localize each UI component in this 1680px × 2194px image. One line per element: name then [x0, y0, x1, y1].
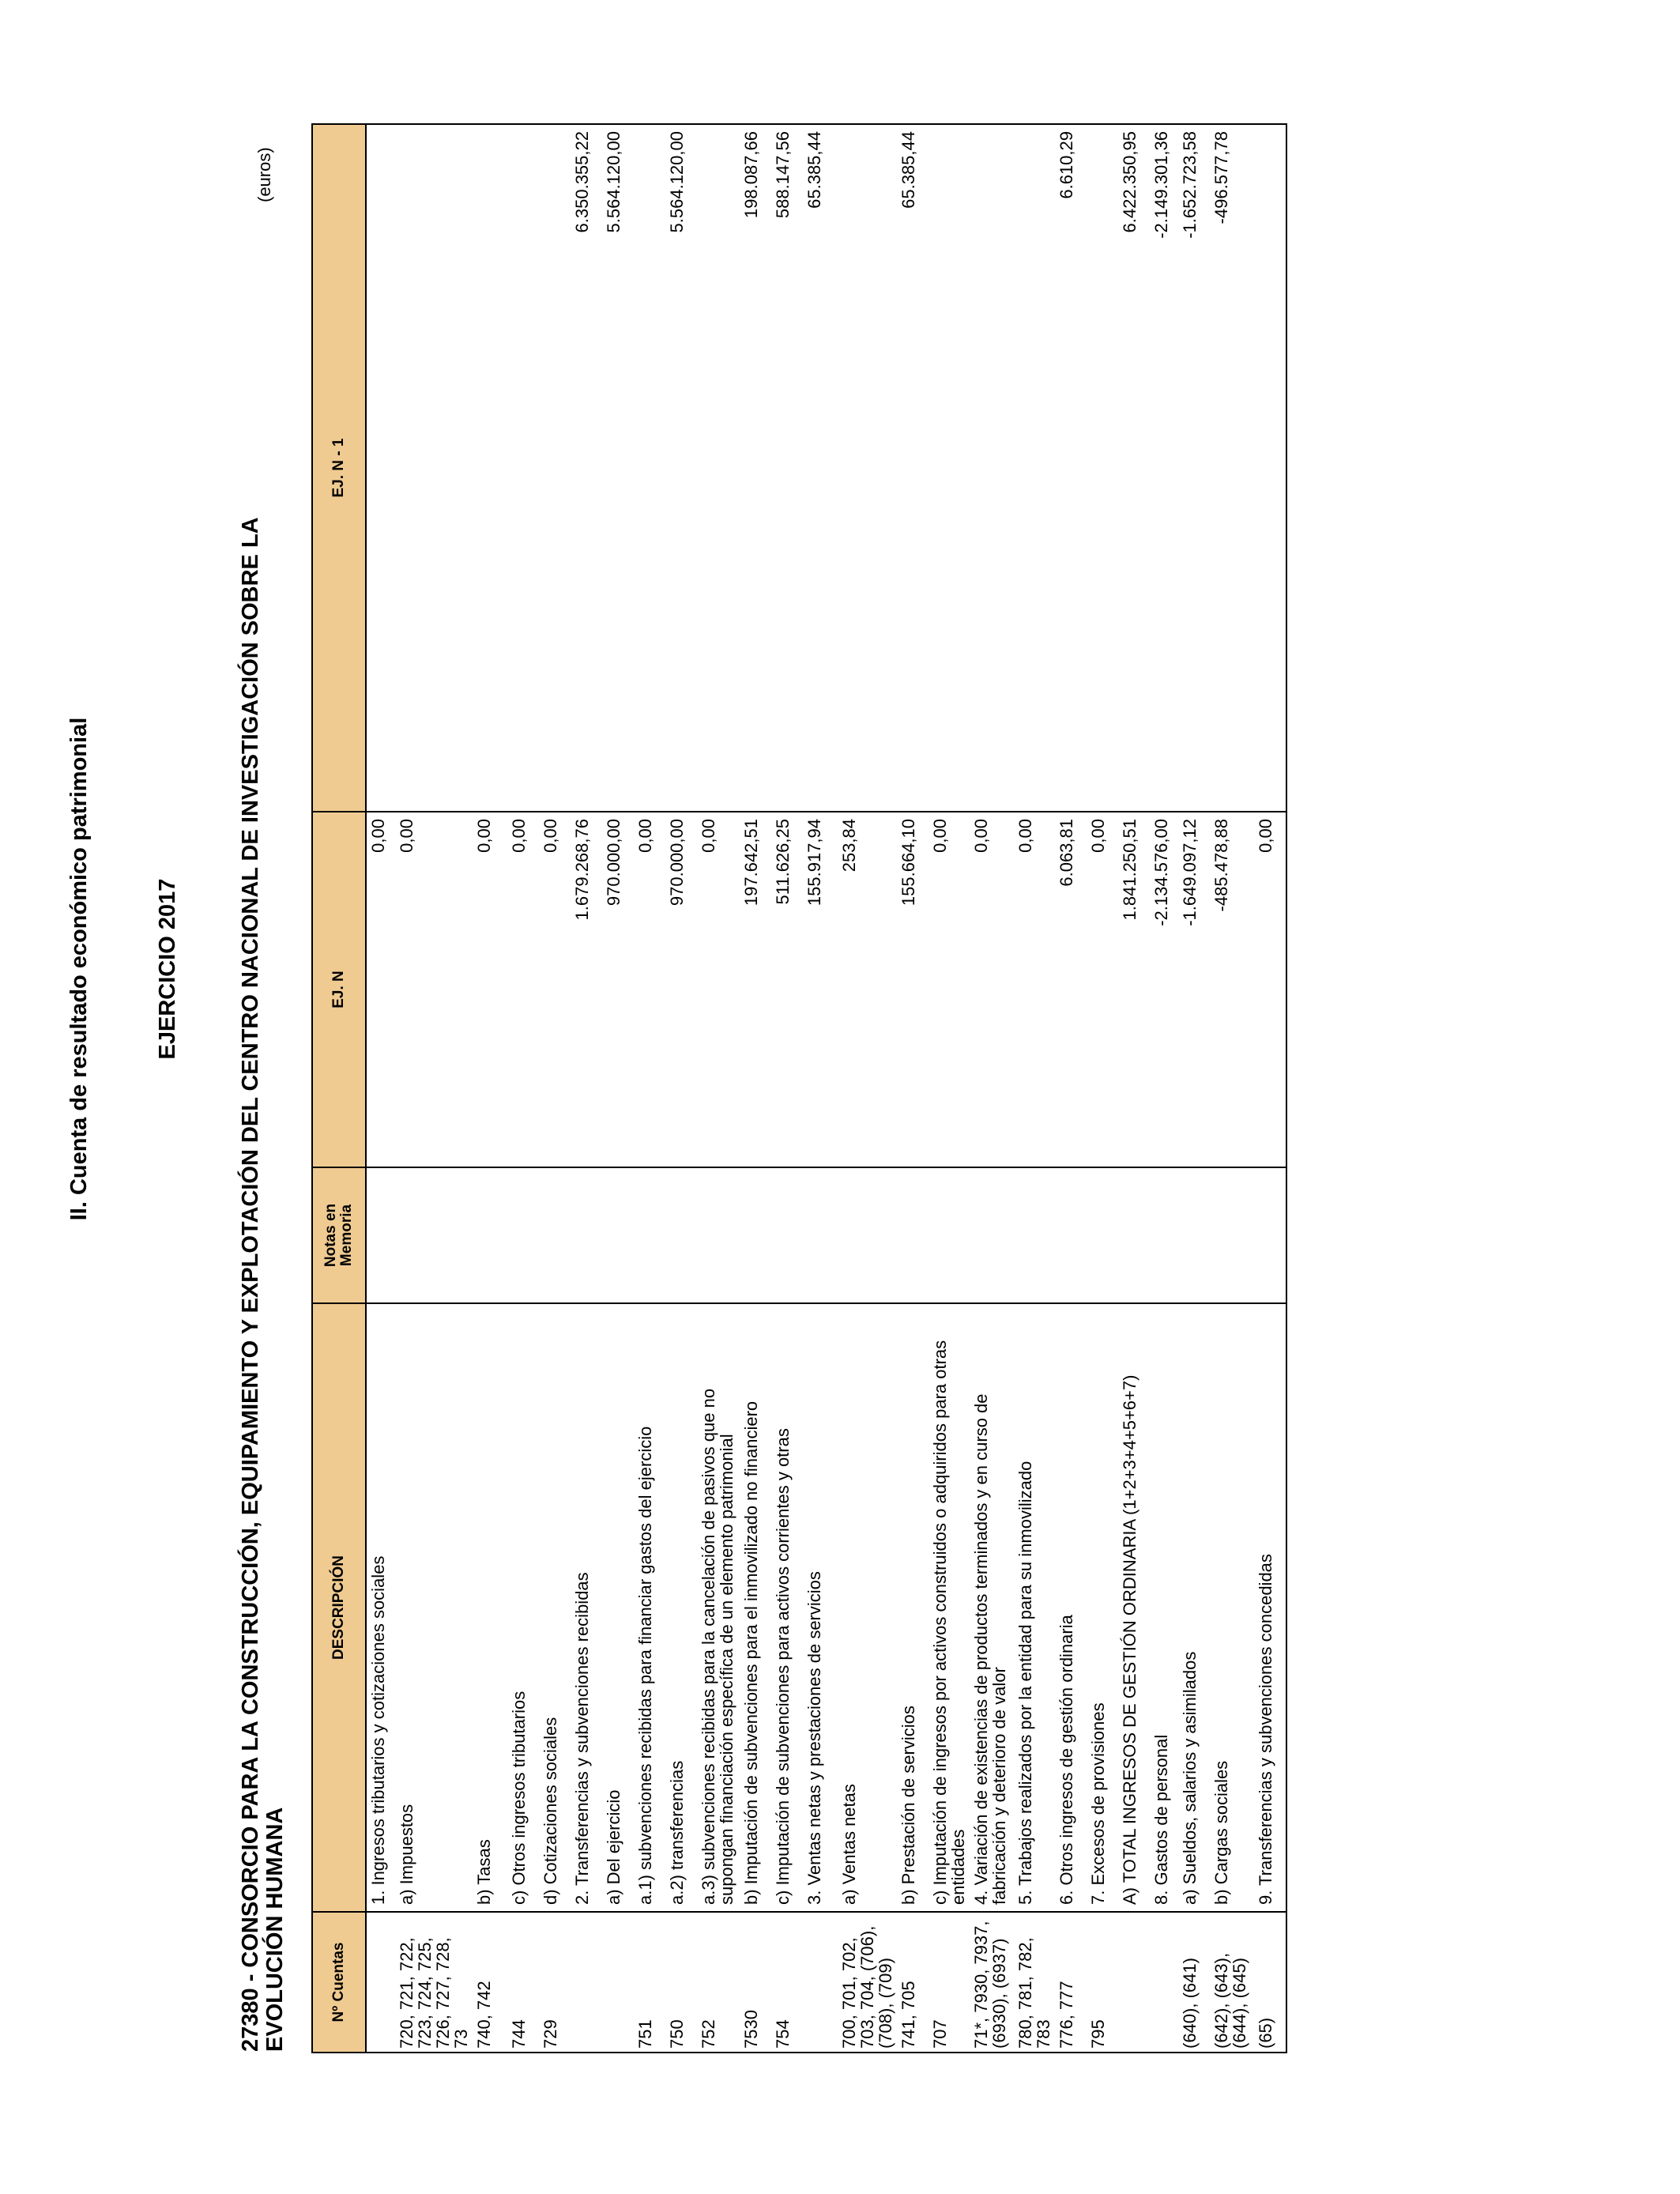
account-cell	[571, 1912, 602, 2053]
notes-cell	[634, 1167, 665, 1303]
notes-cell	[602, 1167, 634, 1303]
notes-cell	[1118, 1167, 1150, 1303]
description-cell: 9. Transferencias y subvenciones concedidas	[1254, 1303, 1286, 1912]
header-previous-year: EJ. N - 1	[312, 124, 366, 812]
previous-year-value	[1014, 124, 1055, 812]
notes-cell	[803, 1167, 838, 1303]
description-cell: 3. Ventas netas y prestaciones de servicios	[803, 1303, 838, 1912]
account-cell	[1118, 1912, 1150, 2053]
description-cell: d) Cotizaciones sociales	[539, 1303, 571, 1912]
notes-cell	[539, 1167, 571, 1303]
account-cell: 7530	[740, 1912, 771, 2053]
notes-cell	[929, 1167, 970, 1303]
description-cell: c) Imputación de subvenciones para activos corrientes y otras	[771, 1303, 803, 1912]
table-row	[1055, 124, 1087, 2053]
table-row	[970, 124, 1014, 2053]
account-cell: 780, 781, 782, 783	[1014, 1912, 1055, 2053]
description-cell: c) Imputación de ingresos por activos construidos o adquiridos para otras entidades	[929, 1303, 970, 1912]
fiscal-year: EJERCICIO 2017	[155, 878, 180, 1060]
previous-year-value: 6.610,29	[1055, 124, 1087, 812]
notes-cell	[697, 1167, 740, 1303]
description-cell: a) Sueldos, salarios y asimilados	[1178, 1303, 1210, 1912]
previous-year-value	[838, 124, 897, 812]
current-year-value: 970.000,00	[602, 812, 634, 1167]
previous-year-value	[366, 124, 395, 812]
notes-cell	[473, 1167, 507, 1303]
description-cell: a) Impuestos	[395, 1303, 473, 1912]
previous-year-value: 588.147,56	[771, 124, 803, 812]
current-year-value: -485.478,88	[1210, 812, 1254, 1167]
description-cell: a.1) subvenciones recibidas para financiar gastos del ejercicio	[634, 1303, 665, 1912]
table-row	[571, 124, 602, 2053]
table-row	[1254, 124, 1286, 2053]
account-cell: 741, 705	[897, 1912, 929, 2053]
previous-year-value	[507, 124, 539, 812]
notes-cell	[366, 1167, 395, 1303]
previous-year-value: 65.385,44	[897, 124, 929, 812]
notes-cell	[571, 1167, 602, 1303]
table-row	[838, 124, 897, 2053]
table-row	[803, 124, 838, 2053]
account-cell: 71*, 7930, 7937, (6930), (6937)	[970, 1912, 1014, 2053]
table-row	[740, 124, 771, 2053]
current-year-value: 0,00	[395, 812, 473, 1167]
current-year-value: 197.642,51	[740, 812, 771, 1167]
notes-cell	[395, 1167, 473, 1303]
table-row	[1118, 124, 1150, 2053]
table-row	[1150, 124, 1178, 2053]
notes-cell	[771, 1167, 803, 1303]
notes-cell	[1087, 1167, 1118, 1303]
account-cell: 776, 777	[1055, 1912, 1087, 2053]
previous-year-value	[697, 124, 740, 812]
description-cell: c) Otros ingresos tributarios	[507, 1303, 539, 1912]
notes-cell	[740, 1167, 771, 1303]
description-cell: 6. Otros ingresos de gestión ordinaria	[1055, 1303, 1087, 1912]
account-cell: (640), (641)	[1178, 1912, 1210, 2053]
account-cell	[803, 1912, 838, 2053]
currency-unit: (euros)	[254, 147, 274, 202]
current-year-value: 0,00	[507, 812, 539, 1167]
previous-year-value	[929, 124, 970, 812]
current-year-value: 0,00	[539, 812, 571, 1167]
previous-year-value	[539, 124, 571, 812]
current-year-value: 0,00	[366, 812, 395, 1167]
description-cell: 8. Gastos de personal	[1150, 1303, 1178, 1912]
notes-cell	[665, 1167, 697, 1303]
previous-year-value	[395, 124, 473, 812]
table-row	[1210, 124, 1254, 2053]
current-year-value: 253,84	[838, 812, 897, 1167]
table-row	[665, 124, 697, 2053]
notes-cell	[507, 1167, 539, 1303]
notes-cell	[1210, 1167, 1254, 1303]
current-year-value: 970.000,00	[665, 812, 697, 1167]
notes-cell	[970, 1167, 1014, 1303]
table-row	[897, 124, 929, 2053]
account-cell: 744	[507, 1912, 539, 2053]
description-cell: 5. Trabajos realizados por la entidad para su inmovilizado	[1014, 1303, 1055, 1912]
previous-year-value: -496.577,78	[1210, 124, 1254, 812]
description-cell: 4. Variación de existencias de productos terminados y en curso de fabricación y deterioro de valor	[970, 1303, 1014, 1912]
current-year-value: 0,00	[634, 812, 665, 1167]
current-year-value: 0,00	[473, 812, 507, 1167]
account-cell: (65)	[1254, 1912, 1286, 2053]
account-cell: 752	[697, 1912, 740, 2053]
description-cell: a.3) subvenciones recibidas para la cancelación de pasivos que no supongan financiación específica de un elemento patrimonial	[697, 1303, 740, 1912]
description-cell: a) Ventas netas	[838, 1303, 897, 1912]
description-cell: b) Prestación de servicios	[897, 1303, 929, 1912]
current-year-value: 511.626,25	[771, 812, 803, 1167]
notes-cell	[897, 1167, 929, 1303]
description-cell: 7. Excesos de provisiones	[1087, 1303, 1118, 1912]
previous-year-value: 5.564.120,00	[665, 124, 697, 812]
account-cell: 795	[1087, 1912, 1118, 2053]
header-current-year: EJ. N	[312, 812, 366, 1167]
account-cell: 720, 721, 722, 723, 724, 725, 726, 727, 728, 73	[395, 1912, 473, 2053]
current-year-value: 1.679.268,76	[571, 812, 602, 1167]
table-row	[1178, 124, 1210, 2053]
current-year-value: 155.917,94	[803, 812, 838, 1167]
header-accounts: Nº Cuentas	[312, 1912, 366, 2053]
notes-cell	[1014, 1167, 1055, 1303]
notes-cell	[1055, 1167, 1087, 1303]
header-description: DESCRIPCIÓN	[312, 1303, 366, 1912]
current-year-value: 0,00	[1254, 812, 1286, 1167]
description-cell: b) Cargas sociales	[1210, 1303, 1254, 1912]
notes-cell	[1254, 1167, 1286, 1303]
previous-year-value	[1087, 124, 1118, 812]
page-title: II. Cuenta de resultado económico patrimonial	[66, 717, 92, 1221]
table-row	[473, 124, 507, 2053]
current-year-value: 0,00	[970, 812, 1014, 1167]
previous-year-value	[634, 124, 665, 812]
account-cell: (642), (643), (644), (645)	[1210, 1912, 1254, 2053]
account-cell: 751	[634, 1912, 665, 2053]
income-statement-table	[311, 123, 1287, 2053]
table-row	[697, 124, 740, 2053]
description-cell: a) Del ejercicio	[602, 1303, 634, 1912]
account-cell: 754	[771, 1912, 803, 2053]
current-year-value: 0,00	[697, 812, 740, 1167]
account-cell: 707	[929, 1912, 970, 2053]
current-year-value: 0,00	[1087, 812, 1118, 1167]
description-cell: 1. Ingresos tributarios y cotizaciones sociales	[366, 1303, 395, 1912]
description-cell: 2. Transferencias y subvenciones recibidas	[571, 1303, 602, 1912]
notes-cell	[1178, 1167, 1210, 1303]
description-cell: a.2) transferencias	[665, 1303, 697, 1912]
table-row	[634, 124, 665, 2053]
table-row	[1087, 124, 1118, 2053]
entity-name: 27380 - CONSORCIO PARA LA CONSTRUCCIÓN, EQUIPAMIENTO Y EXPLOTACIÓN DEL CENTRO NACIONAL DE INVESTIGACIÓN SOBRE LA EVOLUCIÓN HUMANA	[238, 518, 288, 2052]
notes-cell	[1150, 1167, 1178, 1303]
previous-year-value: 65.385,44	[803, 124, 838, 812]
table-row	[395, 124, 473, 2053]
previous-year-value: -2.149.301,36	[1150, 124, 1178, 812]
previous-year-value	[970, 124, 1014, 812]
table-row	[771, 124, 803, 2053]
table-row	[602, 124, 634, 2053]
table-header-row	[312, 124, 366, 2053]
notes-cell	[838, 1167, 897, 1303]
previous-year-value	[473, 124, 507, 812]
current-year-value: 0,00	[929, 812, 970, 1167]
current-year-value: 6.063,81	[1055, 812, 1087, 1167]
account-cell: 740, 742	[473, 1912, 507, 2053]
account-cell: 750	[665, 1912, 697, 2053]
account-cell	[1150, 1912, 1178, 2053]
table-row	[539, 124, 571, 2053]
previous-year-value: 5.564.120,00	[602, 124, 634, 812]
current-year-value: 1.841.250,51	[1118, 812, 1150, 1167]
current-year-value: -1.649.097,12	[1178, 812, 1210, 1167]
header-notes: Notas en Memoria	[312, 1167, 366, 1303]
description-cell: b) Imputación de subvenciones para el inmovilizado no financiero	[740, 1303, 771, 1912]
account-cell: 700, 701, 702, 703, 704, (706), (708), (709)	[838, 1912, 897, 2053]
table-row	[929, 124, 970, 2053]
previous-year-value: 6.422.350,95	[1118, 124, 1150, 812]
previous-year-value: 198.087,66	[740, 124, 771, 812]
current-year-value: 155.664,10	[897, 812, 929, 1167]
table-row	[507, 124, 539, 2053]
current-year-value: 0,00	[1014, 812, 1055, 1167]
account-cell: 729	[539, 1912, 571, 2053]
table-row	[366, 124, 395, 2053]
current-year-value: -2.134.576,00	[1150, 812, 1178, 1167]
description-cell: b) Tasas	[473, 1303, 507, 1912]
table-row	[1014, 124, 1055, 2053]
previous-year-value: -1.652.723,58	[1178, 124, 1210, 812]
description-cell: A) TOTAL INGRESOS DE GESTIÓN ORDINARIA (1+2+3+4+5+6+7)	[1118, 1303, 1150, 1912]
previous-year-value	[1254, 124, 1286, 812]
previous-year-value: 6.350.355,22	[571, 124, 602, 812]
account-cell	[366, 1912, 395, 2053]
account-cell	[602, 1912, 634, 2053]
